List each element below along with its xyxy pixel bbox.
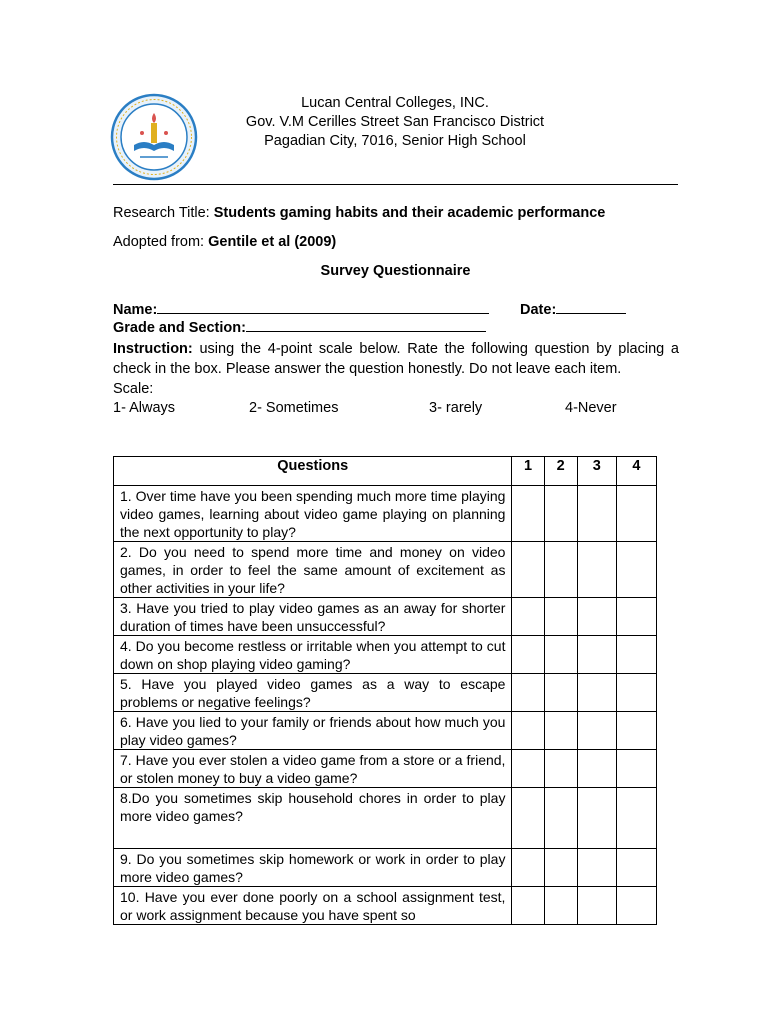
question-text: 6. Have you lied to your family or friends about how much you play video games? [114,712,512,750]
grade-section-line [113,318,486,338]
scale-2-header: 2 [544,457,577,486]
survey-title: Survey Questionnaire [320,263,471,279]
table-row [114,598,657,636]
question-text: 4. Do you become restless or irritable when you attempt to cut down on shop playing video gaming? [114,636,512,674]
scale-option-rarely: 3- rarely [429,400,483,416]
check-box[interactable] [544,674,577,712]
check-box[interactable] [512,712,544,750]
adopted-from-value: Gentile et al (2009) [208,234,337,250]
check-box[interactable] [544,542,577,598]
scale-option-sometimes: 2- Sometimes [249,400,339,416]
instruction-text: using the 4-point scale below. Rate the following question by placing a check in the box. Please answer the question honestly. Do not leave each item. [113,341,679,377]
question-text: 8.Do you sometimes skip household chores in order to play more video games? [114,788,512,849]
question-text: 7. Have you ever stolen a video game from a store or a friend, or stolen money to buy a video game? [114,750,512,788]
check-box[interactable] [512,674,544,712]
school-seal-icon [110,93,198,181]
check-box[interactable] [616,542,656,598]
check-box[interactable] [544,849,577,887]
questions-header: Questions [114,457,512,486]
adopted-from-line [113,233,336,252]
check-box[interactable] [577,636,616,674]
check-box[interactable] [616,598,656,636]
name-line: Name: [113,300,489,320]
header-divider [113,184,678,185]
scale-option-always: 1- Always [113,400,176,416]
instruction-paragraph [113,339,679,379]
check-box[interactable] [616,636,656,674]
table-row [114,486,657,542]
check-box[interactable] [512,598,544,636]
research-title-value: Students gaming habits and their academic performance [213,205,606,221]
check-box[interactable] [616,486,656,542]
research-title-line [113,204,605,223]
check-box[interactable] [577,486,616,542]
research-title-label: Research Title: [113,205,210,221]
table-row [114,887,657,925]
scale-1-header: 1 [512,457,544,486]
scale-3-header: 3 [577,457,616,486]
check-box[interactable] [512,788,544,849]
table-row [114,674,657,712]
question-text: 5. Have you played video games as a way to escape problems or negative feelings? [114,674,512,712]
check-box[interactable] [512,542,544,598]
check-box[interactable] [616,674,656,712]
check-box[interactable] [577,598,616,636]
question-text: 10. Have you ever done poorly on a school assignment test, or work assignment because you have spent so [114,887,512,925]
check-box[interactable] [616,750,656,788]
school-city: Pagadian City, 7016, Senior High School [264,133,526,149]
date-field[interactable] [556,300,626,314]
scale-label: Scale: [113,381,154,397]
check-box[interactable] [544,788,577,849]
check-box[interactable] [616,849,656,887]
question-text: 2. Do you need to spend more time and money on video games, in order to feel the same amount of excitement as other activities in your life? [114,542,512,598]
check-box[interactable] [616,788,656,849]
scale-4-header: 4 [616,457,656,486]
survey-table [113,456,657,925]
check-box[interactable] [512,887,544,925]
check-box[interactable] [577,674,616,712]
table-row [114,542,657,598]
check-box[interactable] [577,750,616,788]
instruction-label: Instruction: [113,341,193,357]
check-box[interactable] [577,712,616,750]
check-box[interactable] [577,542,616,598]
name-label: Name [113,302,153,318]
table-row [114,849,657,887]
school-address: Gov. V.M Cerilles Street San Francisco District [245,114,545,130]
scale-option-never: 4-Never [565,400,617,416]
name-field[interactable] [157,300,489,314]
check-box[interactable] [544,712,577,750]
check-box[interactable] [512,636,544,674]
grade-section-label: Grade and Section: [113,320,246,336]
table-row [114,750,657,788]
check-box[interactable] [544,887,577,925]
school-name: Lucan Central Colleges, INC. [301,95,489,111]
date-label: Date [520,302,552,318]
table-row [114,788,657,849]
question-text: 3. Have you tried to play video games as an away for shorter duration of times have been unsuccessful? [114,598,512,636]
question-text: 1. Over time have you been spending much more time playing video games, learning about video game playing on planning the next opportunity to play? [114,486,512,542]
table-row [114,636,657,674]
check-box[interactable] [512,486,544,542]
check-box[interactable] [512,750,544,788]
question-text: 9. Do you sometimes skip homework or work in order to play more video games? [114,849,512,887]
check-box[interactable] [577,788,616,849]
check-box[interactable] [544,598,577,636]
check-box[interactable] [512,849,544,887]
table-header-row [114,457,657,486]
date-line: Date: [520,300,626,320]
check-box[interactable] [616,712,656,750]
check-box[interactable] [616,887,656,925]
check-box[interactable] [544,636,577,674]
adopted-from-label: Adopted from: [113,234,205,250]
check-box[interactable] [577,887,616,925]
school-header [200,94,590,151]
check-box[interactable] [577,849,616,887]
grade-section-field[interactable] [246,318,486,332]
check-box[interactable] [544,486,577,542]
check-box[interactable] [544,750,577,788]
table-row [114,712,657,750]
